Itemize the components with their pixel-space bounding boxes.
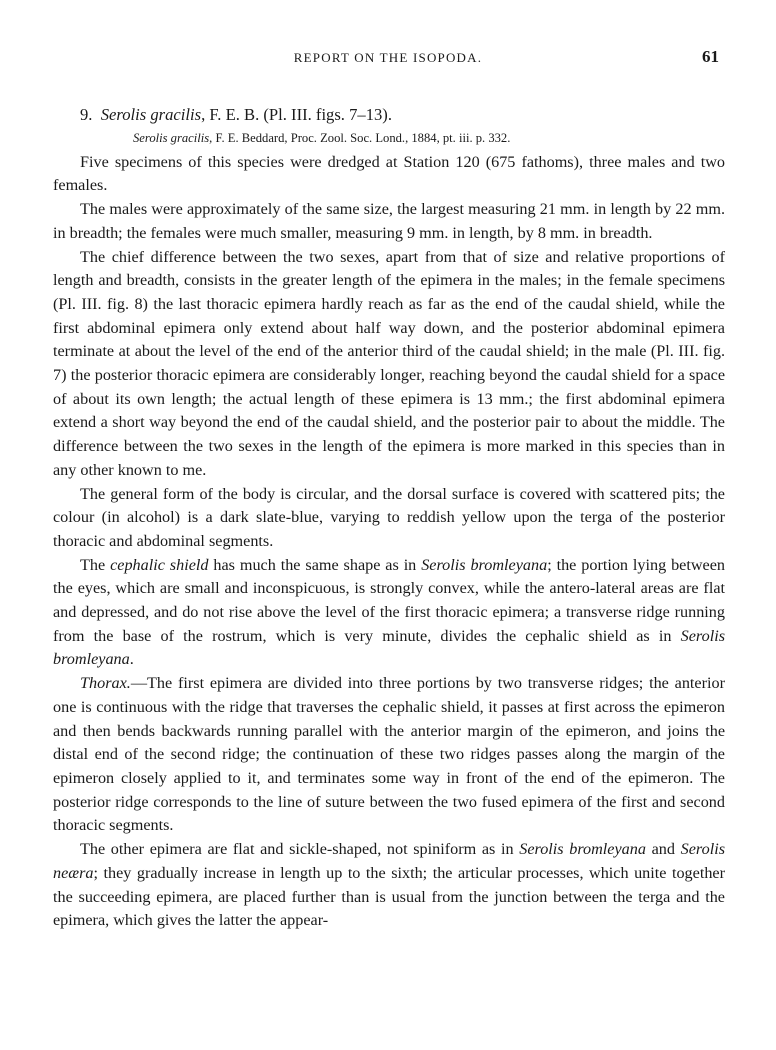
synonym-name: Serolis gracilis — [133, 130, 210, 145]
text-run: The — [80, 555, 111, 574]
paragraph-specimens: Five specimens of this species were dredged at Station 120 (675 fathoms), three males and two females. — [53, 152, 725, 195]
text-run: . — [129, 650, 134, 669]
body-text — [53, 103, 725, 933]
italic-term: Thorax. — [80, 674, 131, 693]
page-number: 61 — [702, 47, 719, 66]
synonym-citation: , F. E. Beddard, Proc. Zool. Soc. Lond., 1884, pt. iii. p. 332. — [209, 130, 511, 145]
text-run: ; they gradually increase in length up to the sixth; the articular processes, which unite together the succeeding epimera, are placed further than is usual from the junction between the terga and the epimera, which gives the latter the appear- — [53, 863, 725, 930]
paragraph-measurements: The males were approximately of the same size, the largest measuring 21 mm. in length by 22 mm. in breadth; the females were much smaller, measuring 9 mm. in length, by 8 mm. in breadth. — [53, 200, 725, 242]
paragraph-sex-differences: The chief difference between the two sexes, apart from that of size and relative proportions of length and breadth, consists in the greater length of the epimera in the males; in the female specimens (Pl. III. fig. 8) the last thoracic epimera hardly reach as far as the end of the caudal shield, while the first abdominal epimera only extend about half way down, and the posterior abdominal epimera terminate at about the level of the end of the anterior third of the caudal shield; in the male (Pl. III. fig. 7) the posterior thoracic epimera are considerably longer, reaching beyond the caudal shield for a space of about its own length; the actual length of these epimera is 13 mm.; the first abdominal epimera extend a short way beyond the end of the caudal shield, and the posterior pair to about the middle. The difference between the two sexes in the length of the epimera is more marked in this species than in any other known to me. — [53, 247, 725, 479]
paragraph-cephalic-shield — [53, 554, 725, 673]
paragraph-body-form: The general form of the body is circular, and the dorsal surface is covered with scattered pits; the colour (in alcohol) is a dark slate-blue, varying to reddish yellow upon the terga of the posterior thoracic and abdominal segments. — [53, 484, 725, 550]
text-run: has much the same shape as in — [208, 555, 422, 574]
species-heading — [80, 103, 725, 127]
text-run: ; the portion lying between the eyes, which are small and inconspicuous, is strongly convex, while the antero-lateral areas are flat and depressed, and do not rise above the level of the first thoracic epimera; a transverse ridge running from the base of the rostrum, which is very minute, divides the cephalic shield as in — [53, 555, 726, 645]
italic-taxon: Serolis neæra — [53, 840, 725, 882]
text-run: —The first epimera are divided into three portions by two transverse ridges; the anterior one is continuous with the ridge that traverses the cephalic shield, it passes at first across the epimeron and then bends backwards running parallel with the anterior margin of the epimeron, and joins the distal end of the second ridge; the continuation of these two ridges passes along the margin of the epimeron closely applied to it, and terminates some way in front of the end of the epimeron. The posterior ridge corresponds to the line of suture between the two fused epimera of the first and second thoracic segments. — [53, 674, 725, 835]
italic-term: cephalic shield — [110, 555, 209, 574]
italic-taxon: Serolis bromleyana — [519, 840, 646, 859]
italic-taxon: Serolis bromleyana — [53, 626, 725, 669]
paragraph-epimera — [53, 838, 725, 933]
italic-taxon: Serolis bromleyana — [421, 555, 548, 574]
species-authority: , F. E. B. (Pl. III. figs. 7–13). — [201, 105, 392, 124]
paragraph-thorax — [53, 672, 725, 838]
running-title: REPORT ON THE ISOPODA. — [293, 50, 483, 65]
text-run: The other epimera are flat and sickle-shaped, not spiniform as in — [80, 840, 520, 859]
synonym-reference — [133, 128, 725, 148]
text-run: and — [645, 840, 681, 859]
species-number: 9. — [80, 105, 93, 124]
species-name: Serolis gracilis — [100, 105, 202, 124]
